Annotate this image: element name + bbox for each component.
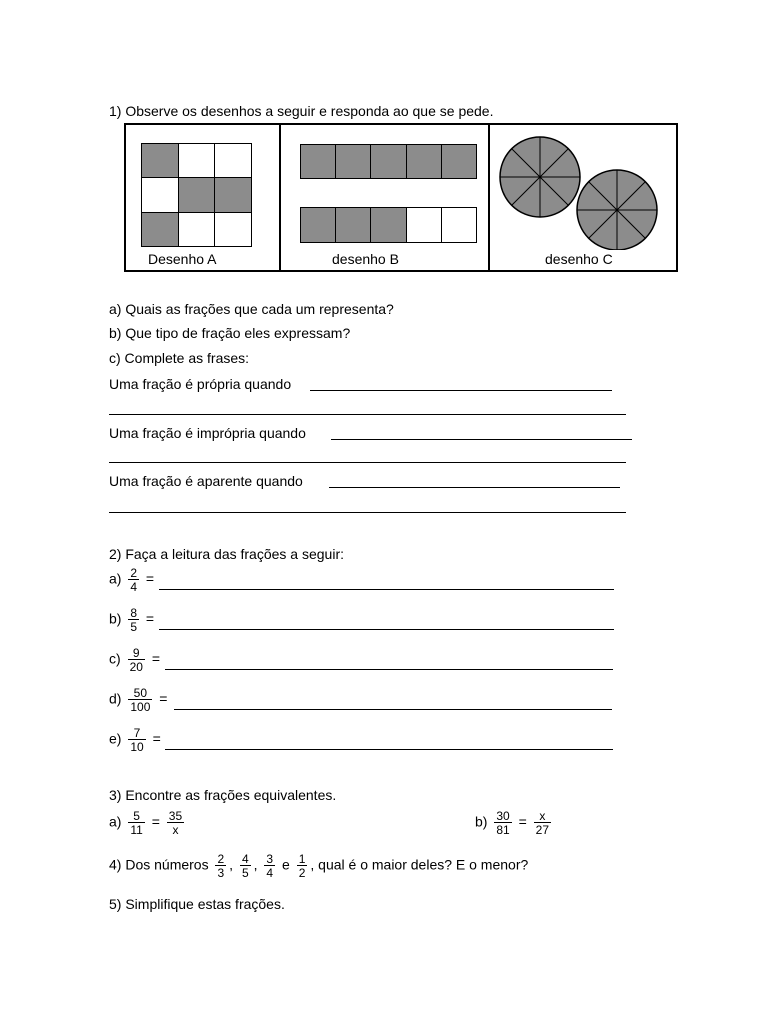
answer-line[interactable] xyxy=(159,589,614,590)
answer-line[interactable] xyxy=(159,629,614,630)
drawing-b-label: desenho B xyxy=(332,251,399,267)
shaded-cell xyxy=(441,144,477,179)
shaded-cell xyxy=(300,207,336,243)
empty-cell xyxy=(441,207,477,243)
answer-line[interactable] xyxy=(109,462,626,463)
empty-cell xyxy=(214,212,252,247)
fraction: $\frac{3}{4}$ xyxy=(266,852,274,880)
shaded-cell xyxy=(335,144,371,179)
shaded-cell xyxy=(370,207,406,243)
shaded-cell xyxy=(214,177,252,212)
drawing-a-label: Desenho A xyxy=(148,251,217,267)
figures-divider xyxy=(488,125,490,270)
empty-cell xyxy=(178,143,216,178)
shaded-cell xyxy=(300,144,336,179)
drawing-c-circle-1 xyxy=(500,137,580,217)
answer-line[interactable] xyxy=(329,487,620,488)
fraction: $\frac{5}{11}$ xyxy=(130,809,143,837)
q3-item-a: a) $\frac{5}{11}$ = $\frac{35}{x}$ xyxy=(109,809,183,837)
fraction: $\frac{9}{20}$ xyxy=(129,646,143,674)
answer-line[interactable] xyxy=(331,439,632,440)
fraction: $\frac{2}{4}$ xyxy=(130,566,138,594)
drawing-c-circles xyxy=(496,135,661,250)
drawing-c-label: desenho C xyxy=(545,251,613,267)
answer-line[interactable] xyxy=(165,749,613,750)
fraction: $\frac{8}{5}$ xyxy=(130,606,138,634)
answer-line[interactable] xyxy=(174,709,612,710)
shaded-cell xyxy=(141,143,179,178)
sentence-propria: Uma fração é própria quando xyxy=(109,376,292,392)
drawing-b-top-bar xyxy=(300,144,476,179)
q4-question: 4) Dos números $\frac{2}{3}$ , $\frac{4}{5}$ , $\frac{3}{4}$ e $\frac{1}{2}$ , qual é o maior deles? E o menor? xyxy=(109,852,529,880)
drawing-b-bottom-bar xyxy=(300,207,476,243)
q1-question-c: c) Complete as frases: xyxy=(109,350,250,366)
shaded-cell xyxy=(178,177,216,212)
sentence-impropria: Uma fração é imprópria quando xyxy=(109,425,306,441)
answer-line[interactable] xyxy=(310,390,612,391)
fraction: $\frac{50}{100}$ xyxy=(130,686,151,714)
empty-cell xyxy=(406,207,442,243)
figures-divider xyxy=(279,125,281,270)
fraction: $\frac{x}{27}$ xyxy=(535,809,550,837)
q2-item-e: e) $\frac{7}{10}$ = xyxy=(109,726,161,754)
q1-question-a: a) Quais as frações que cada um representa? xyxy=(109,301,394,317)
answer-line[interactable] xyxy=(165,669,613,670)
shaded-cell xyxy=(141,212,179,247)
q3-item-b: b) $\frac{30}{81}$ = $\frac{x}{27}$ xyxy=(475,809,550,837)
answer-line[interactable] xyxy=(109,414,626,415)
q3-title: 3) Encontre as frações equivalentes. xyxy=(109,787,337,803)
shaded-cell xyxy=(370,144,406,179)
q2-item-a: a) $\frac{2}{4}$ = xyxy=(109,566,155,594)
drawing-c-circle-2 xyxy=(577,170,657,250)
q2-item-b: b) $\frac{8}{5}$ = xyxy=(109,606,155,634)
fraction: $\frac{7}{10}$ xyxy=(130,726,144,754)
drawing-a-grid xyxy=(141,143,251,246)
shaded-cell xyxy=(406,144,442,179)
q2-item-c: c) $\frac{9}{20}$ = xyxy=(109,646,160,674)
answer-line[interactable] xyxy=(109,512,626,513)
empty-cell xyxy=(141,177,179,212)
fraction: $\frac{2}{3}$ xyxy=(217,852,225,880)
empty-cell xyxy=(214,143,252,178)
q1-question-b: b) Que tipo de fração eles expressam? xyxy=(109,325,351,341)
q2-title: 2) Faça a leitura das frações a seguir: xyxy=(109,546,345,562)
q5-title: 5) Simplifique estas frações. xyxy=(109,896,285,912)
shaded-cell xyxy=(335,207,371,243)
empty-cell xyxy=(178,212,216,247)
sentence-aparente: Uma fração é aparente quando xyxy=(109,473,303,489)
fraction: $\frac{4}{5}$ xyxy=(241,852,249,880)
fraction: $\frac{1}{2}$ xyxy=(298,852,306,880)
q2-item-d: d) $\frac{50}{100}$ = xyxy=(109,686,168,714)
fraction: $\frac{35}{x}$ xyxy=(168,809,183,837)
figures-table xyxy=(124,123,678,272)
fraction: $\frac{30}{81}$ xyxy=(496,809,510,837)
q1-title: 1) Observe os desenhos a seguir e responda ao que se pede. xyxy=(109,103,494,119)
